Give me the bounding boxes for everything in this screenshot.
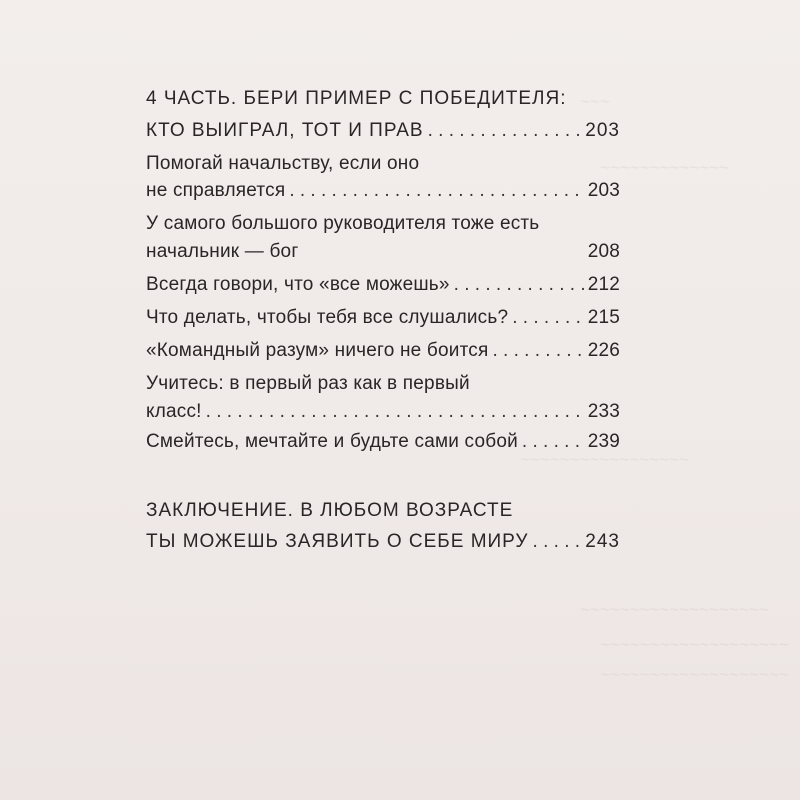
- bleed-through-2: ~~~~~~~~~~~~~: [600, 158, 730, 177]
- toc-entry-title: Всегда говори, что «все можешь»: [146, 274, 450, 295]
- toc-entry-title: не справляется: [146, 180, 286, 201]
- page-number: 239: [587, 431, 620, 452]
- toc-entry-line: [146, 180, 620, 210]
- leader-dots: [512, 307, 583, 329]
- toc-part4-line2: [146, 120, 620, 150]
- toc-entry-line: [146, 373, 620, 403]
- toc-entry-line: [146, 241, 620, 271]
- bleed-through-5: ~~~~~~~~~~~~~~~~~~~: [600, 635, 789, 654]
- page-number: 208: [587, 241, 620, 262]
- toc-entry-title: класс!: [146, 401, 202, 422]
- leader-dots: [533, 531, 582, 553]
- toc-entry-title: начальник — бог: [146, 241, 299, 262]
- page-number: 212: [587, 274, 620, 295]
- toc-entry-title: Смейтесь, мечтайте и будьте сами собой: [146, 431, 518, 452]
- page-number: 233: [587, 401, 620, 422]
- bleed-through-1: ~~~: [580, 92, 610, 111]
- toc-part4-title-1: 4 ЧАСТЬ. БЕРИ ПРИМЕР С ПОБЕДИТЕЛЯ:: [146, 88, 567, 109]
- bleed-through-3: ~~~~~~~~~~~~~~~~~: [520, 450, 689, 469]
- toc-entry-line: [146, 274, 620, 304]
- toc-part4-line1: [146, 88, 620, 118]
- toc-entry-line: [146, 431, 620, 461]
- toc-entry-line: [146, 153, 620, 183]
- toc-entry-line: [146, 340, 620, 370]
- toc-conclusion-title-2: ТЫ МОЖЕШЬ ЗАЯВИТЬ О СЕБЕ МИРУ: [146, 531, 529, 552]
- page-number: 243: [585, 531, 620, 552]
- toc-entry-line: [146, 213, 620, 243]
- toc-entry-title: Помогай начальству, если оно: [146, 153, 420, 174]
- leader-dots: [454, 274, 584, 296]
- bleed-through-6: ~~~~~~~~~~~~~~~~~~~: [600, 665, 789, 684]
- leader-dots: [289, 180, 583, 202]
- toc-entry-line: [146, 307, 620, 337]
- toc-entry-title: «Командный разум» ничего не боится: [146, 340, 489, 361]
- toc-entry-title: У самого большого руководителя тоже есть: [146, 213, 540, 234]
- leader-dots: [206, 401, 584, 423]
- leader-dots: [492, 340, 583, 362]
- page-number: 226: [587, 340, 620, 361]
- toc-conclusion-line2: [146, 531, 620, 561]
- toc-part4-title-2: КТО ВЫИГРАЛ, ТОТ И ПРАВ: [146, 120, 424, 141]
- toc-entry-title: Что делать, чтобы тебя все слушались?: [146, 307, 509, 328]
- toc-conclusion-title-1: ЗАКЛЮЧЕНИЕ. В ЛЮБОМ ВОЗРАСТЕ: [146, 500, 514, 521]
- toc-conclusion-line1: [146, 500, 620, 530]
- toc-entry-line: [146, 401, 620, 431]
- page-number: 203: [585, 120, 620, 141]
- toc-entry-title: Учитесь: в первый раз как в первый: [146, 373, 470, 394]
- page-number: 215: [587, 307, 620, 328]
- page-number: 203: [587, 180, 620, 201]
- bleed-through-4: ~~~~~~~~~~~~~~~~~~~: [580, 600, 769, 619]
- leader-dots: [428, 120, 582, 142]
- leader-dots: [522, 431, 584, 453]
